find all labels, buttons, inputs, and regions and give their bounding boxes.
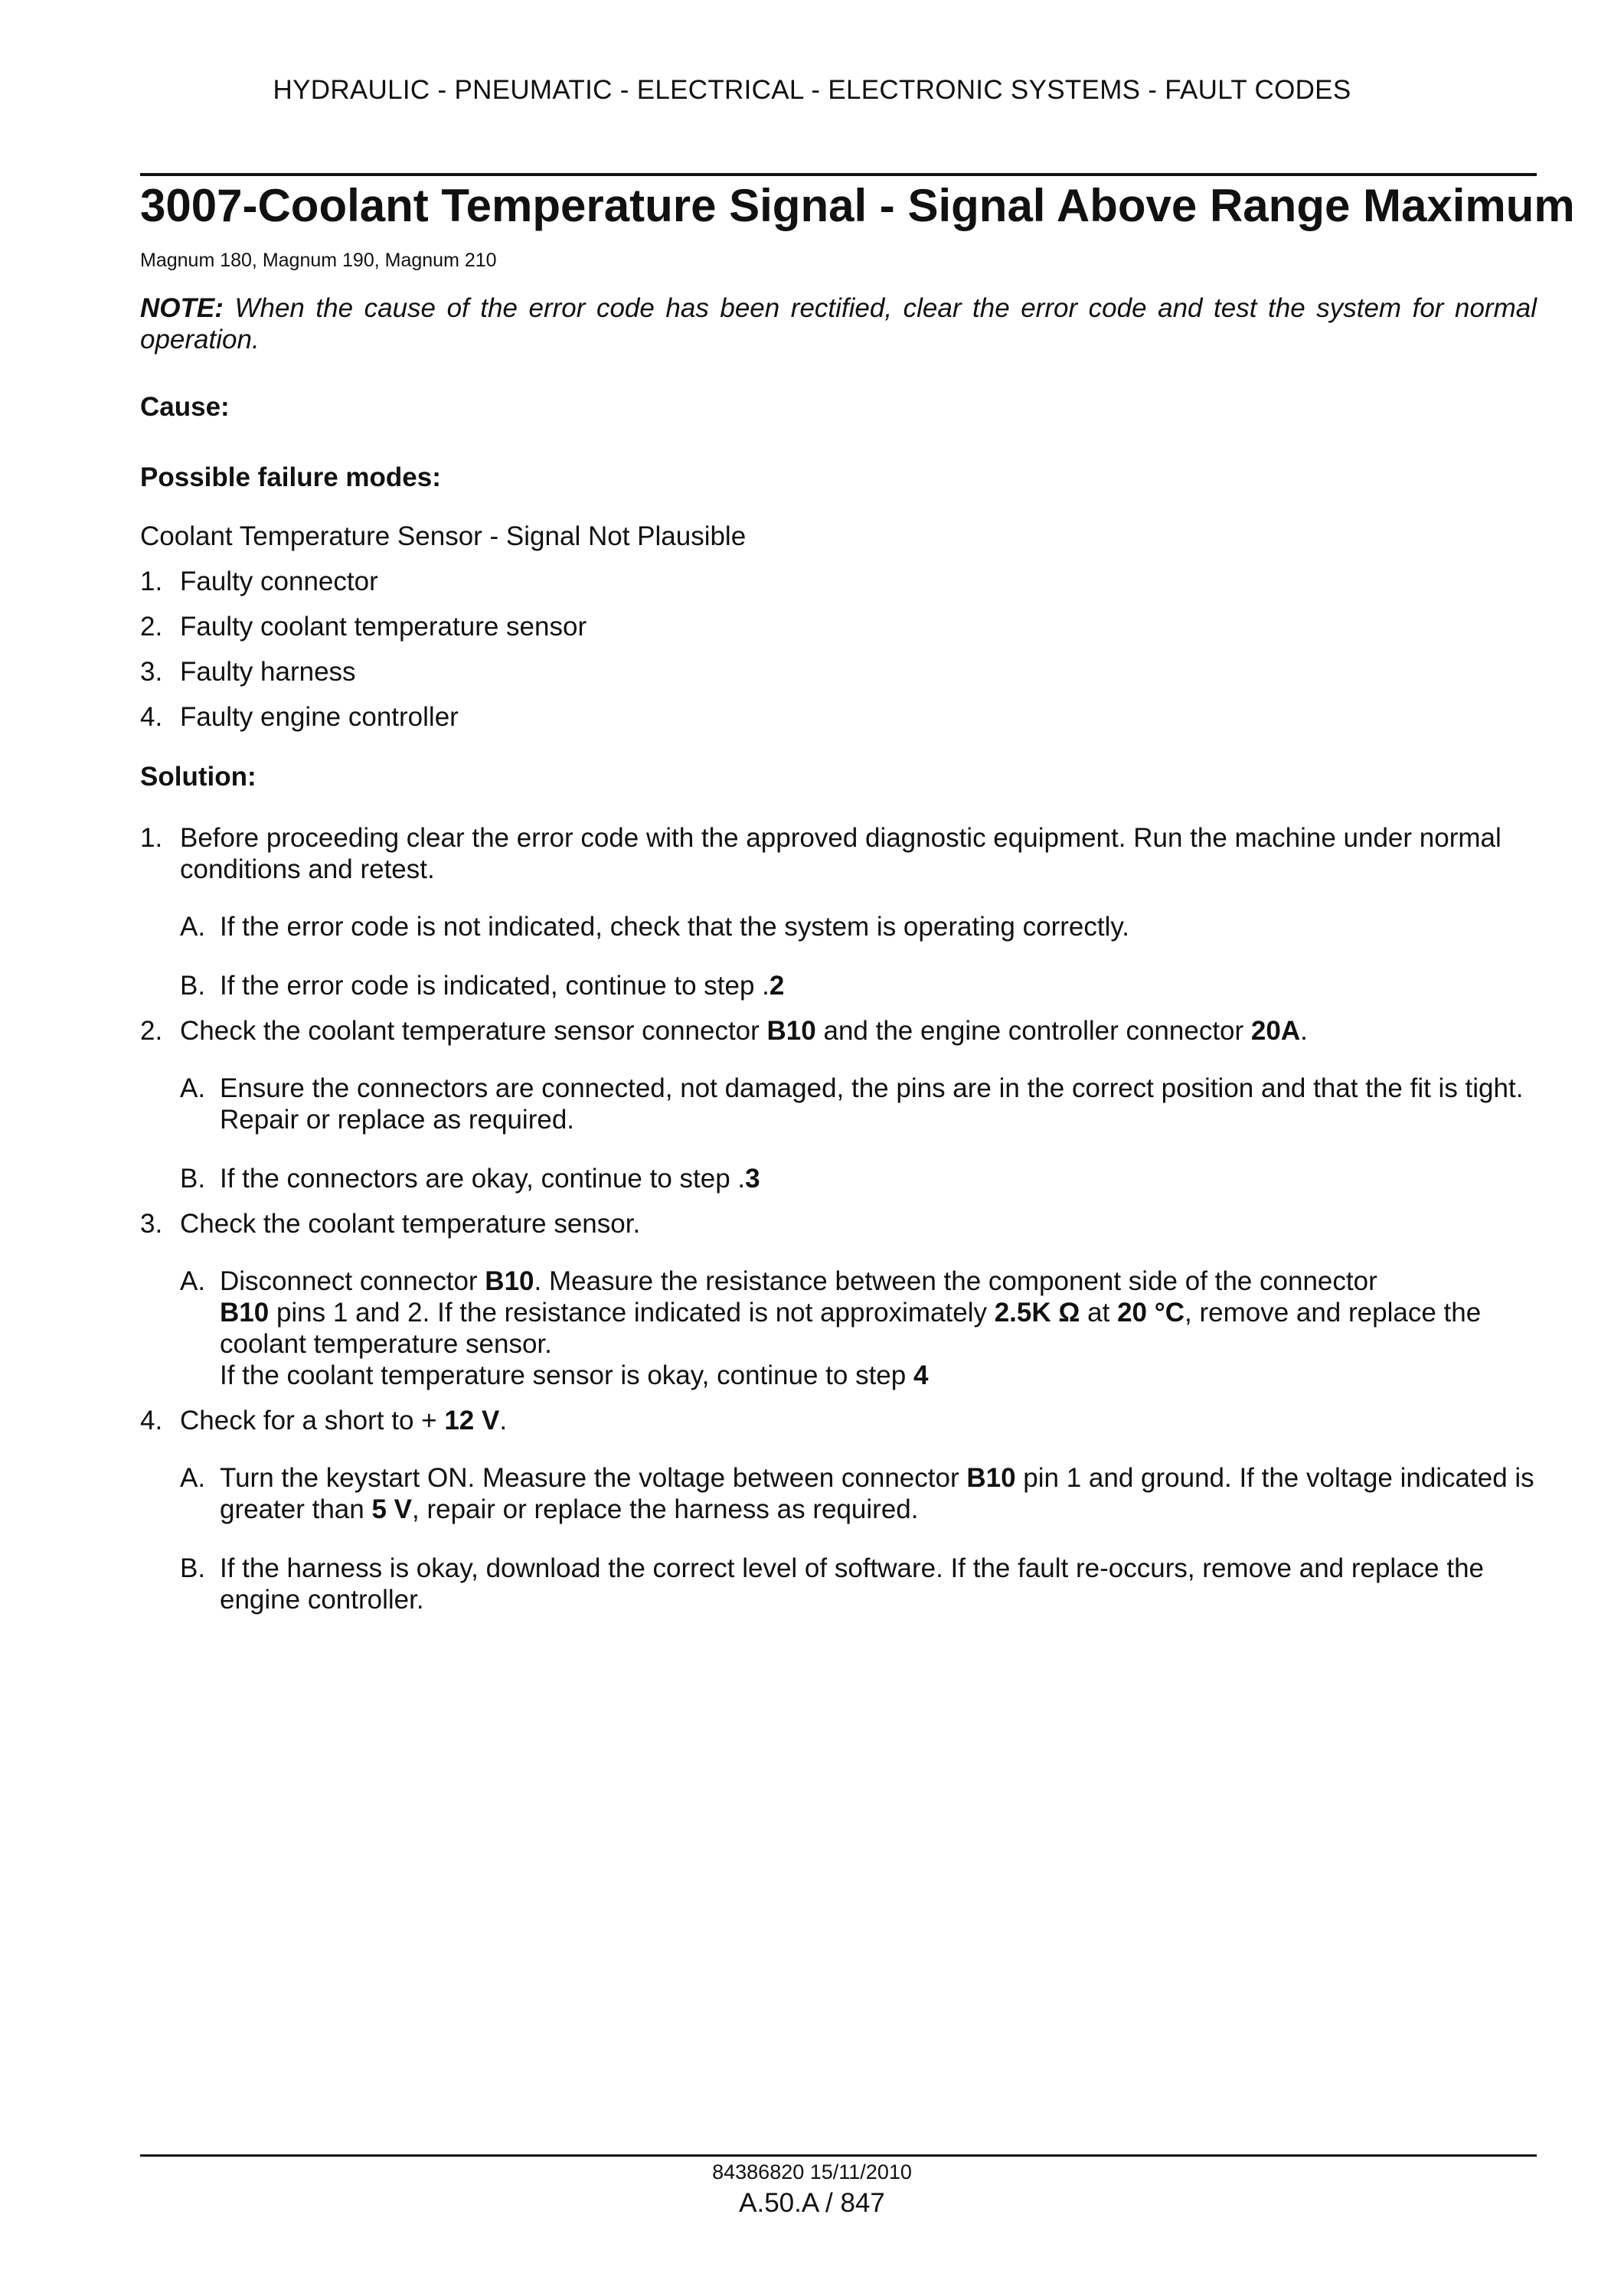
step-text xyxy=(180,1016,1308,1046)
connector-id: 20A xyxy=(1250,1016,1301,1046)
substep-text: If the connectors are okay, continue to step . xyxy=(220,1164,746,1194)
step-number: 3. xyxy=(140,1209,163,1239)
substep-b xyxy=(180,970,1537,1001)
item-text: Faulty engine controller xyxy=(180,702,459,732)
step-substeps xyxy=(180,911,1537,1001)
voltage-value: 5 V xyxy=(371,1494,413,1524)
substep-a xyxy=(180,1266,1537,1391)
text-run: , repair or replace the harness as required. xyxy=(412,1494,919,1524)
note-paragraph xyxy=(140,292,1537,355)
list-item xyxy=(140,566,1537,597)
solution-step-2 xyxy=(140,1015,1537,1194)
text-run: pins 1 and 2. If the resistance indicated is not approximately xyxy=(269,1298,995,1328)
step-text xyxy=(180,1406,507,1435)
document-reference: 84386820 15/11/2010 xyxy=(712,2160,912,2183)
substep-letter: A. xyxy=(180,912,206,942)
text-run: If the coolant temperature sensor is okay, continue to step xyxy=(220,1360,913,1390)
substep-a xyxy=(180,1073,1537,1135)
text-run: pin 1 and ground. If the voltage indicated is greater than xyxy=(220,1463,1534,1524)
substep-b xyxy=(180,1163,1537,1194)
text-run: Turn the keystart ON. Measure the voltage between connector xyxy=(220,1463,967,1493)
item-number: 2. xyxy=(140,612,163,642)
note-label: NOTE: xyxy=(140,293,224,323)
solution-step-4 xyxy=(140,1405,1537,1615)
step-number: 1. xyxy=(140,823,163,853)
voltage-value: 12 V xyxy=(444,1406,500,1435)
substep-text xyxy=(220,1463,1534,1524)
substep-letter: B. xyxy=(180,1553,206,1583)
substep-b xyxy=(180,1553,1537,1615)
substep-letter: A. xyxy=(180,1266,206,1296)
step-reference: 2 xyxy=(769,971,785,1001)
solution-steps xyxy=(140,822,1537,1615)
solution-step-3 xyxy=(140,1208,1537,1391)
note-text: When the cause of the error code has been rectified, clear the error code and test the system for normal operation. xyxy=(140,293,1537,354)
header-divider xyxy=(140,173,1537,176)
running-header: HYDRAULIC - PNEUMATIC - ELECTRICAL - ELECTRONIC SYSTEMS - FAULT CODES xyxy=(273,75,1351,105)
text-run: . xyxy=(499,1406,508,1435)
item-text: Faulty coolant temperature sensor xyxy=(180,612,587,642)
model-applicability: Magnum 180, Magnum 190, Magnum 210 xyxy=(140,250,497,271)
list-item xyxy=(140,656,1537,687)
step-substeps xyxy=(180,1462,1537,1615)
text-run: , remove and replace the coolant temperature sensor. xyxy=(220,1298,1482,1359)
page-reference: A.50.A / 847 xyxy=(739,2188,885,2218)
list-item xyxy=(140,701,1537,733)
failure-modes-list xyxy=(140,566,1537,733)
text-run: Check for a short to + xyxy=(180,1406,445,1435)
substep-text: If the error code is not indicated, check that the system is operating correctly. xyxy=(220,912,1129,942)
list-item xyxy=(140,611,1537,642)
main-content xyxy=(140,292,1537,1629)
item-number: 1. xyxy=(140,567,163,596)
text-run: . xyxy=(1300,1016,1308,1046)
connector-id: B10 xyxy=(485,1266,534,1296)
substep-a xyxy=(180,1462,1537,1525)
temperature-value: 20 °C xyxy=(1117,1298,1185,1328)
step-number: 2. xyxy=(140,1016,163,1046)
solution-step-1 xyxy=(140,822,1537,1001)
item-text: Faulty connector xyxy=(180,567,378,596)
step-text: Before proceeding clear the error code with the approved diagnostic equipment. Run the machine under normal conditions and retest. xyxy=(180,823,1501,884)
step-reference: 4 xyxy=(913,1360,929,1390)
connector-id: B10 xyxy=(766,1016,816,1046)
text-run: at xyxy=(1080,1298,1118,1328)
step-number: 4. xyxy=(140,1406,163,1435)
text-run: Disconnect connector xyxy=(220,1266,485,1296)
connector-id: B10 xyxy=(966,1463,1016,1493)
substep-a xyxy=(180,911,1537,942)
substep-letter: A. xyxy=(180,1463,206,1493)
substep-text: Ensure the connectors are connected, not damaged, the pins are in the correct position and that the fit is tight. Repair or replace as required. xyxy=(220,1073,1524,1135)
step-substeps xyxy=(180,1073,1537,1194)
step-substeps xyxy=(180,1266,1537,1391)
substep-text: If the error code is indicated, continue to step . xyxy=(220,971,770,1001)
item-number: 3. xyxy=(140,657,163,687)
text-run: . Measure the resistance between the component side of the connector xyxy=(534,1266,1377,1296)
item-text: Faulty harness xyxy=(180,657,356,687)
text-run: Check the coolant temperature sensor connector xyxy=(180,1016,767,1046)
substep-letter: B. xyxy=(180,971,206,1001)
text-run: and the engine controller connector xyxy=(815,1016,1251,1046)
footer-divider xyxy=(140,2154,1537,2157)
substep-text xyxy=(220,1266,1481,1390)
substep-text: If the harness is okay, download the correct level of software. If the fault re-occurs, remove and replace the engine controller. xyxy=(220,1553,1485,1615)
failure-modes-heading: Possible failure modes: xyxy=(140,462,441,492)
resistance-value: 2.5K Ω xyxy=(994,1298,1080,1328)
cause-heading: Cause: xyxy=(140,392,230,422)
failure-modes-intro: Coolant Temperature Sensor - Signal Not Plausible xyxy=(140,521,747,551)
substep-letter: B. xyxy=(180,1164,206,1194)
item-number: 4. xyxy=(140,702,163,732)
page-title: 3007-Coolant Temperature Signal - Signal Above Range Maximum xyxy=(140,180,1575,231)
substep-letter: A. xyxy=(180,1073,206,1103)
connector-id: B10 xyxy=(220,1298,270,1328)
solution-heading: Solution: xyxy=(140,762,257,792)
step-reference: 3 xyxy=(745,1164,760,1194)
step-text: Check the coolant temperature sensor. xyxy=(180,1209,641,1239)
